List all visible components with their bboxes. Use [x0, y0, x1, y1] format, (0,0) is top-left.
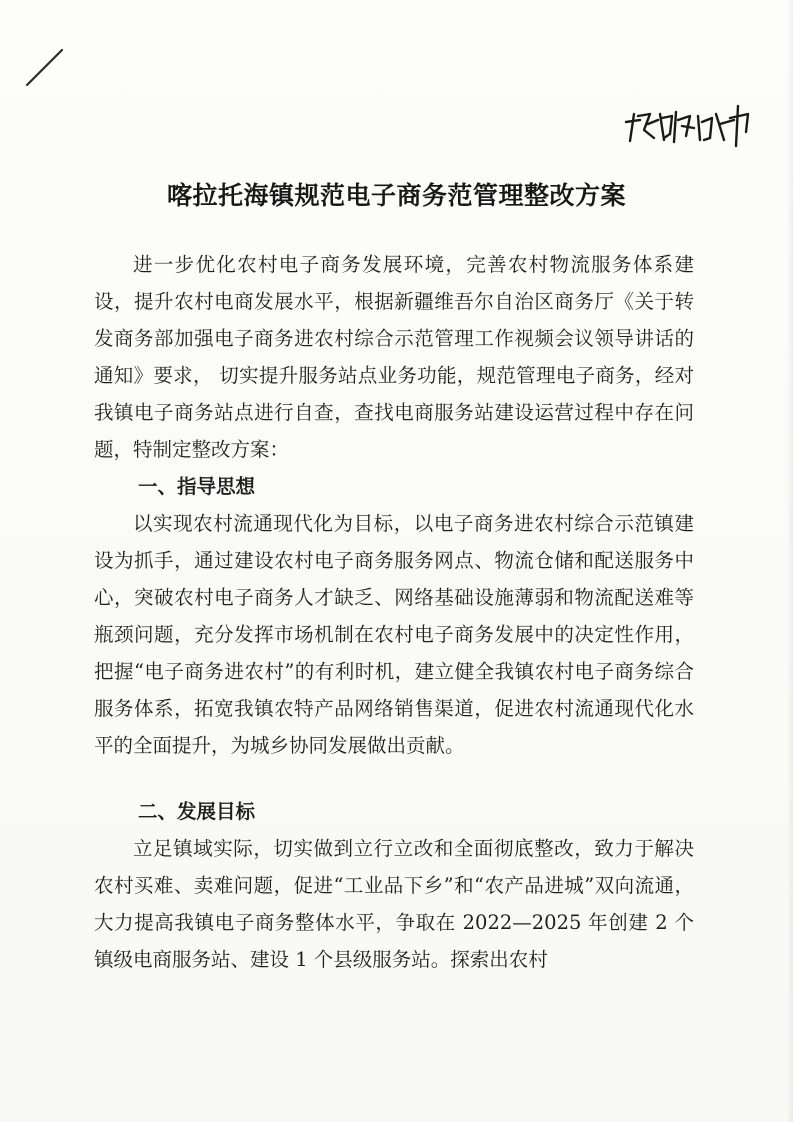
page-edge-shadow [787, 0, 793, 1122]
document-title: 喀拉托海镇规范电子商务范管理整改方案 [166, 181, 626, 210]
handwritten-signature [620, 96, 760, 156]
section-heading-development-goals: 二、发展目标 [138, 800, 256, 823]
guiding-ideology-paragraph: 以实现农村流通现代化为目标，以电子商务进农村综合示范镇建设为抓手，通过建设农村电子商务服务网点、物流仓储和配送服务中心，突破农村电子商务人才缺乏、网络基础设施薄弱和物流配送难等瓶颈问题，充分发挥市场机制在农村电子商务发展中的决定性作用，把握“电子商务进农村”的有利时机，建立健全我镇农村电子商务综合服务体系，拓宽我镇农特产品网络销售渠道，促进农村流通现代化水平的全面提升，为城乡协同发展做出贡献。 [94, 512, 694, 757]
development-goals-paragraph: 立足镇域实际，切实做到立行立改和全面彻底整改，致力于解决农村买难、卖难问题，促进“工业品下乡”和“农产品进城”双向流通，大力提高我镇电子商务整体水平，争取在 2022—2025 年创建 2 个镇级电商服务站、建设 1 个县级服务站。探索出农村 [94, 837, 694, 971]
pen-stroke-mark [0, 0, 80, 100]
section-heading-guiding-ideology: 一、指导思想 [138, 475, 256, 498]
intro-paragraph: 进一步优化农村电子商务发展环境，完善农村物流服务体系建设，提升农村电商发展水平，根据新疆维吾尔自治区商务厅《关于转发商务部加强电子商务进农村综合示范管理工作视频会议领导讲话的通知》要求， 切实提升服务站点业务功能，规范管理电子商务，经对我镇电子商务站点进行自查，查找电商服务站建设运营过程中存在问题，特制定整改方案： [94, 253, 694, 461]
